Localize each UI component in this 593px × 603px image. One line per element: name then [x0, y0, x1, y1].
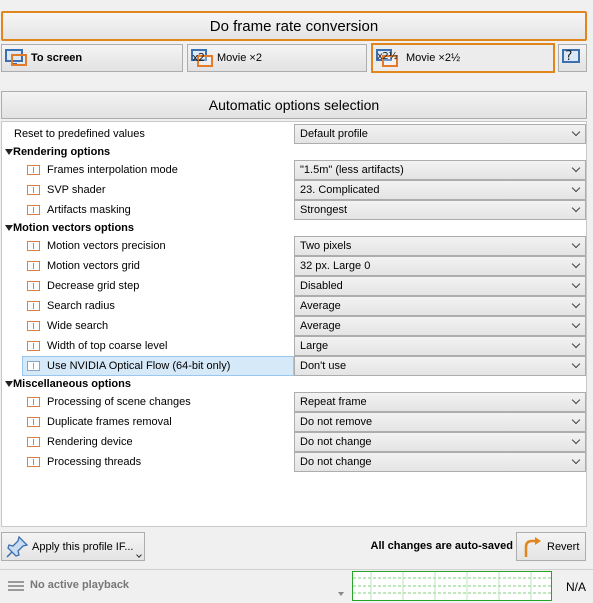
search-radius-select[interactable]: Average [294, 296, 586, 316]
info-icon [27, 321, 40, 331]
movie-x2-5-icon: x2½ [376, 49, 402, 67]
auto-button-label: Automatic options selection [208, 97, 380, 113]
graph-grid-icon [353, 572, 551, 600]
option-label: Motion vectors precision [47, 240, 166, 252]
chevron-down-icon [572, 320, 580, 328]
artifacts-masking-select[interactable]: Strongest [294, 200, 586, 220]
info-icon [27, 457, 40, 467]
info-icon [27, 417, 40, 427]
option-row-decrease-grid [2, 276, 586, 296]
option-label: Reset to predefined values [14, 128, 145, 140]
section-label: Rendering options [13, 146, 111, 158]
apply-profile-if-button[interactable] [1, 532, 145, 561]
option-label: Processing threads [47, 456, 142, 468]
option-row-mv-precision [2, 236, 586, 256]
info-icon [27, 397, 40, 407]
revert-label: Revert [547, 540, 580, 553]
rendering-device-select[interactable]: Do not change [294, 432, 586, 452]
frame-rate-graph [352, 571, 552, 601]
chevron-down-icon [572, 416, 580, 424]
mode-movie-x2-5-button[interactable] [371, 43, 555, 73]
nvidia-optical-flow-select[interactable]: Don't use [294, 356, 586, 376]
option-row-reset [2, 124, 586, 144]
chevron-down-icon [572, 340, 580, 348]
chevron-down-icon [572, 456, 580, 464]
chevron-down-icon [572, 240, 580, 248]
decrease-grid-select[interactable]: Disabled [294, 276, 586, 296]
section-label: Miscellaneous options [13, 378, 131, 390]
option-row-mv-grid [2, 256, 586, 276]
processing-threads-select[interactable]: Do not change [294, 452, 586, 472]
option-label: Motion vectors grid [47, 260, 140, 272]
chevron-down-icon [572, 184, 580, 192]
option-row-search-radius [2, 296, 586, 316]
option-row-nvidia-optical-flow[interactable] [2, 356, 586, 376]
info-icon [27, 437, 40, 447]
section-label: Motion vectors options [13, 222, 134, 234]
chevron-down-icon [572, 436, 580, 444]
collapse-triangle-icon[interactable] [5, 225, 13, 231]
info-icon [27, 361, 40, 371]
top-coarse-level-select[interactable]: Large [294, 336, 586, 356]
hamburger-menu-icon[interactable] [8, 581, 24, 593]
option-label: Decrease grid step [47, 280, 140, 292]
main-button-label: Do frame rate conversion [209, 17, 379, 35]
dropdown-arrow-icon [136, 552, 142, 558]
info-icon [27, 281, 40, 291]
scene-changes-select[interactable]: Repeat frame [294, 392, 586, 412]
chevron-down-icon [572, 280, 580, 288]
reset-profile-select[interactable]: Default profile [294, 124, 586, 144]
option-label: SVP shader [47, 184, 106, 196]
collapse-triangle-icon[interactable] [5, 381, 13, 387]
option-row-svp-shader [2, 180, 586, 200]
fps-readout: N/A [566, 580, 587, 594]
section-miscellaneous[interactable] [2, 374, 586, 394]
mode-to-screen-label: To screen [31, 52, 83, 64]
chevron-down-icon [572, 300, 580, 308]
option-label: Use NVIDIA Optical Flow (64-bit only) [47, 360, 231, 372]
option-label: Artifacts masking [47, 204, 131, 216]
apply-profile-label: Apply this profile IF... [32, 540, 134, 553]
auto-saved-note: All changes are auto-saved [370, 540, 513, 552]
frames-interpolation-select[interactable]: "1.5m" (less artifacts) [294, 160, 586, 180]
option-row-processing-threads [2, 452, 586, 472]
svp-shader-select[interactable]: 23. Complicated [294, 180, 586, 200]
info-icon [27, 261, 40, 271]
option-label: Frames interpolation mode [47, 164, 178, 176]
mode-to-screen-button[interactable] [1, 44, 183, 72]
info-icon [27, 165, 40, 175]
chevron-down-icon [572, 396, 580, 404]
option-label: Duplicate frames removal [47, 416, 172, 428]
info-icon [27, 185, 40, 195]
info-icon [27, 301, 40, 311]
monitor-icon [5, 49, 27, 67]
wide-search-select[interactable]: Average [294, 316, 586, 336]
movie-x2-icon: x2 [191, 49, 213, 67]
option-row-wide-search [2, 316, 586, 336]
option-label: Wide search [47, 320, 109, 332]
option-row-artifacts-masking [2, 200, 586, 220]
revert-arrow-icon [521, 535, 545, 559]
pin-icon [5, 535, 29, 559]
option-row-top-coarse-level [2, 336, 586, 356]
option-row-frames-interpolation [2, 160, 586, 180]
section-rendering[interactable] [2, 142, 586, 162]
mv-grid-select[interactable]: 32 px. Large 0 [294, 256, 586, 276]
chevron-down-icon [572, 164, 580, 172]
mode-movie-x2-button[interactable] [187, 44, 367, 72]
question-icon: ? [562, 49, 584, 67]
revert-button[interactable] [516, 532, 586, 561]
mv-precision-select[interactable]: Two pixels [294, 236, 586, 256]
playback-status: No active playback [30, 579, 130, 591]
graph-dropdown-icon[interactable] [338, 592, 344, 596]
option-label: Width of top coarse level [47, 340, 168, 352]
info-icon [27, 205, 40, 215]
option-row-scene-changes [2, 392, 586, 412]
info-icon [27, 341, 40, 351]
options-list [1, 121, 587, 527]
do-frame-rate-conversion-button[interactable] [1, 11, 587, 41]
section-motion-vectors[interactable] [2, 218, 586, 238]
option-label: Processing of scene changes [47, 396, 191, 408]
duplicate-frames-select[interactable]: Do not remove [294, 412, 586, 432]
mode-movie-x2-5-label: Movie ×2½ [406, 52, 461, 64]
option-label: Rendering device [47, 436, 133, 448]
chevron-down-icon [572, 260, 580, 268]
automatic-options-selection-button[interactable] [1, 91, 587, 119]
collapse-triangle-icon[interactable] [5, 149, 13, 155]
chevron-down-icon [572, 204, 580, 212]
info-icon [27, 241, 40, 251]
option-row-duplicate-frames [2, 412, 586, 432]
chevron-down-icon [572, 360, 580, 368]
option-label: Search radius [47, 300, 115, 312]
mode-custom-button[interactable] [558, 44, 587, 72]
chevron-down-icon [572, 128, 580, 136]
mode-movie-x2-label: Movie ×2 [217, 52, 262, 64]
option-row-rendering-device [2, 432, 586, 452]
